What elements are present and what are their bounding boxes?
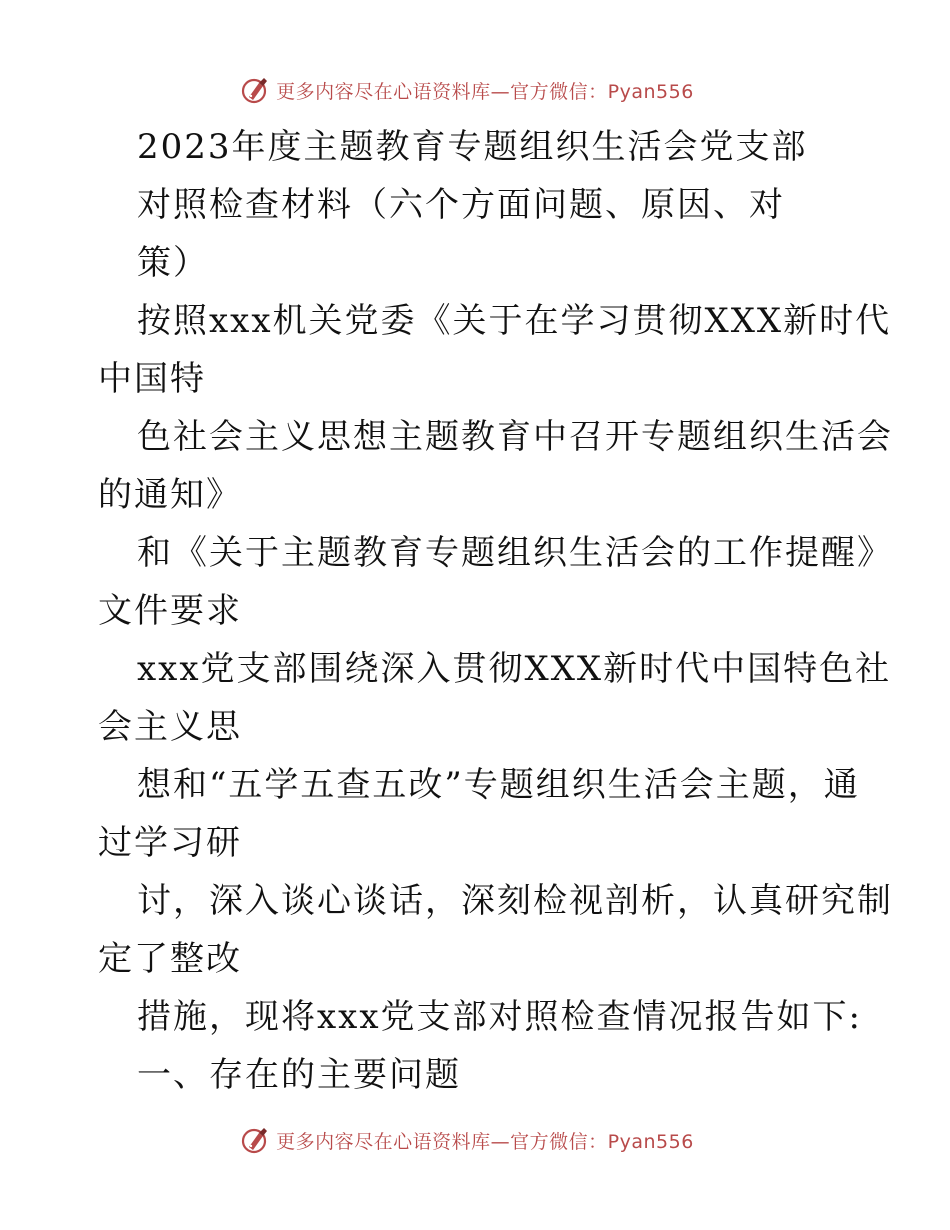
paragraph-line: 过学习研 <box>98 823 242 863</box>
title-line-1: 2023年度主题教育专题组织生活会党支部 <box>137 127 808 167</box>
title-line-3: 策） <box>137 243 209 283</box>
paragraph-line: 讨，深入谈心谈话，深刻检视剖析，认真研究制 <box>137 881 893 921</box>
pen-nib-circle-icon <box>240 1125 270 1155</box>
footer-watermark <box>0 1120 950 1160</box>
paragraph-line: 的通知》 <box>98 475 242 515</box>
paragraph-line: 定了整改 <box>98 939 242 979</box>
paragraph-line: 想和“五学五查五改”专题组织生活会主题，通 <box>137 765 860 805</box>
paragraph-line: 和《关于主题教育专题组织生活会的工作提醒》 <box>137 533 893 573</box>
paragraph-line: 按照xxx机关党委《关于在学习贯彻XXX新时代 <box>137 301 892 341</box>
paragraph-line: 措施，现将xxx党支部对照检查情况报告如下: <box>137 997 862 1037</box>
watermark-text: 更多内容尽在心语资料库—官方微信：Pyan556 <box>276 1130 694 1153</box>
paragraph-line: 中国特 <box>98 359 206 399</box>
section-heading: 一、存在的主要问题 <box>137 1055 461 1095</box>
paragraph-line: 文件要求 <box>98 591 242 631</box>
title-line-2: 对照检查材料（六个方面问题、原因、对 <box>137 185 785 225</box>
paragraph-line: xxx党支部围绕深入贯彻XXX新时代中国特色社 <box>137 649 892 689</box>
watermark-text: 更多内容尽在心语资料库—官方微信：Pyan556 <box>276 80 694 103</box>
paragraph-line: 会主义思 <box>98 707 242 747</box>
paragraph-line: 色社会主义思想主题教育中召开专题组织生活会 <box>137 417 893 457</box>
